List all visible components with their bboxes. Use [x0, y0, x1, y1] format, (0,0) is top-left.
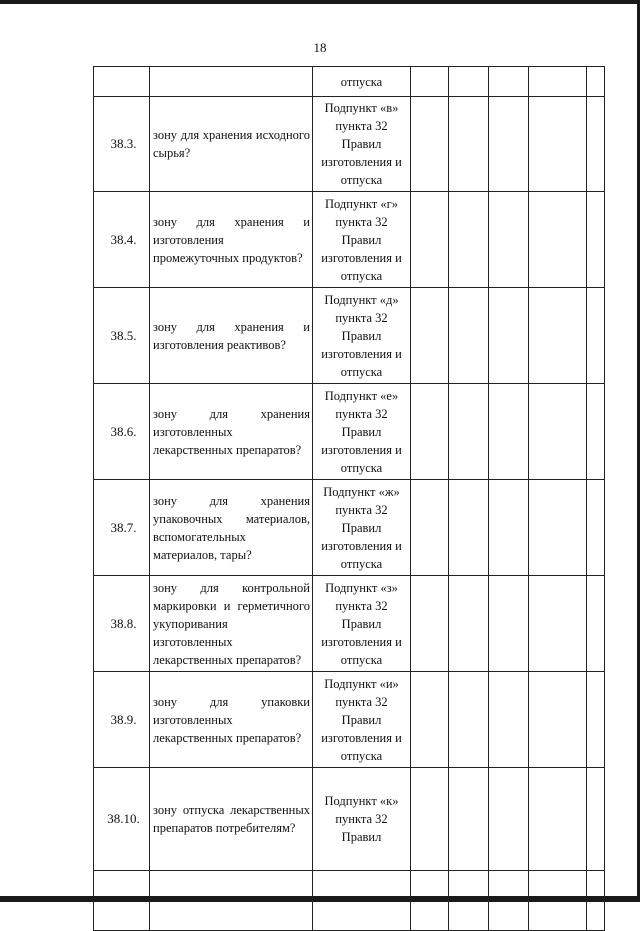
answer-cell-no[interactable] [449, 288, 489, 384]
row-question: зону для контрольной маркировки и герметичного укупоривания изготовленных лекарственных препаратов? [153, 580, 310, 667]
answer-cell-note[interactable] [529, 192, 587, 288]
answer-cell-yes[interactable] [411, 672, 449, 768]
row-number: 38.8. [94, 576, 150, 672]
answer-cell-note[interactable] [529, 97, 587, 192]
row-number: 38.5. [94, 288, 150, 384]
answer-cell-extra[interactable] [587, 768, 605, 871]
answer-cell-yes[interactable] [411, 576, 449, 672]
answer-cell-note[interactable] [529, 288, 587, 384]
answer-cell-extra[interactable] [587, 672, 605, 768]
answer-cell-note[interactable] [529, 768, 587, 871]
row-number: 38.9. [94, 672, 150, 768]
row-reference: Подпункт «г» пункта 32 Правил изготовления и отпуска [313, 192, 411, 288]
row-number: 38.10. [94, 768, 150, 871]
table-row [94, 672, 605, 768]
row-question: зону для хранения и изготовления промежуточных продуктов? [153, 214, 310, 265]
answer-cell-yes[interactable] [411, 768, 449, 871]
row-question: зону для хранения изготовленных лекарственных препаратов? [153, 406, 310, 457]
answer-cell-yes[interactable] [411, 288, 449, 384]
row-number: 38.7. [94, 480, 150, 576]
row-number: 38.6. [94, 384, 150, 480]
scan-edge-top [0, 0, 640, 4]
row-question: зону для упаковки изготовленных лекарственных препаратов? [153, 694, 310, 745]
answer-cell-yes[interactable] [411, 384, 449, 480]
row-question [150, 67, 313, 97]
answer-cell-na[interactable] [489, 768, 529, 871]
table-row [94, 480, 605, 576]
answer-cell-na[interactable] [489, 288, 529, 384]
row-reference: Подпункт «и» пункта 32 Правил изготовления и отпуска [313, 672, 411, 768]
row-question: зону для хранения упаковочных материалов, вспомогательных материалов, тары? [153, 493, 310, 562]
row-question: зону для хранения и изготовления реактивов? [153, 319, 310, 352]
answer-cell-na[interactable] [489, 192, 529, 288]
answer-cell-extra[interactable] [587, 288, 605, 384]
answer-cell-no[interactable] [449, 576, 489, 672]
answer-cell-yes[interactable] [411, 480, 449, 576]
answer-cell-note[interactable] [529, 871, 587, 931]
row-question: зону отпуска лекарственных препаратов потребителям? [153, 803, 310, 835]
row-question: зону для хранения исходного сырья? [153, 128, 310, 160]
answer-cell-note[interactable] [529, 67, 587, 97]
answer-cell-no[interactable] [449, 67, 489, 97]
answer-cell-no[interactable] [449, 192, 489, 288]
answer-cell-na[interactable] [489, 384, 529, 480]
answer-cell-no[interactable] [449, 480, 489, 576]
row-reference [313, 871, 411, 931]
answer-cell-na[interactable] [489, 576, 529, 672]
row-reference: отпуска [313, 67, 411, 97]
answer-cell-yes[interactable] [411, 192, 449, 288]
row-number: 38.3. [94, 97, 150, 192]
answer-cell-na[interactable] [489, 480, 529, 576]
answer-cell-na[interactable] [489, 67, 529, 97]
table-row [94, 576, 605, 672]
table-row [94, 768, 605, 871]
answer-cell-extra[interactable] [587, 97, 605, 192]
answer-cell-yes[interactable] [411, 67, 449, 97]
answer-cell-extra[interactable] [587, 576, 605, 672]
row-reference: Подпункт «к» пункта 32 Правил [313, 768, 411, 871]
answer-cell-yes[interactable] [411, 871, 449, 931]
answer-cell-no[interactable] [449, 768, 489, 871]
table-row [94, 97, 605, 192]
answer-cell-extra[interactable] [587, 67, 605, 97]
answer-cell-no[interactable] [449, 871, 489, 931]
answer-cell-extra[interactable] [587, 384, 605, 480]
row-reference: Подпункт «в» пункта 32 Правил изготовления и отпуска [313, 97, 411, 192]
row-number [94, 67, 150, 97]
answer-cell-no[interactable] [449, 97, 489, 192]
answer-cell-extra[interactable] [587, 480, 605, 576]
table-row [94, 288, 605, 384]
answer-cell-na[interactable] [489, 97, 529, 192]
answer-cell-yes[interactable] [411, 97, 449, 192]
answer-cell-note[interactable] [529, 384, 587, 480]
answer-cell-no[interactable] [449, 384, 489, 480]
answer-cell-note[interactable] [529, 576, 587, 672]
table-row-continued [94, 67, 605, 97]
table-row [94, 192, 605, 288]
table-row [94, 384, 605, 480]
answer-cell-no[interactable] [449, 672, 489, 768]
page-number: 18 [313, 40, 327, 55]
checklist-table [93, 66, 605, 931]
row-number: 38.4. [94, 192, 150, 288]
table-row [94, 871, 605, 931]
row-reference: Подпункт «е» пункта 32 Правил изготовления и отпуска [313, 384, 411, 480]
row-number [94, 871, 150, 931]
answer-cell-note[interactable] [529, 480, 587, 576]
row-reference: Подпункт «д» пункта 32 Правил изготовления и отпуска [313, 288, 411, 384]
answer-cell-na[interactable] [489, 871, 529, 931]
answer-cell-extra[interactable] [587, 192, 605, 288]
answer-cell-note[interactable] [529, 672, 587, 768]
answer-cell-na[interactable] [489, 672, 529, 768]
row-reference: Подпункт «з» пункта 32 Правил изготовления и отпуска [313, 576, 411, 672]
row-reference: Подпункт «ж» пункта 32 Правил изготовления и отпуска [313, 480, 411, 576]
answer-cell-extra[interactable] [587, 871, 605, 931]
